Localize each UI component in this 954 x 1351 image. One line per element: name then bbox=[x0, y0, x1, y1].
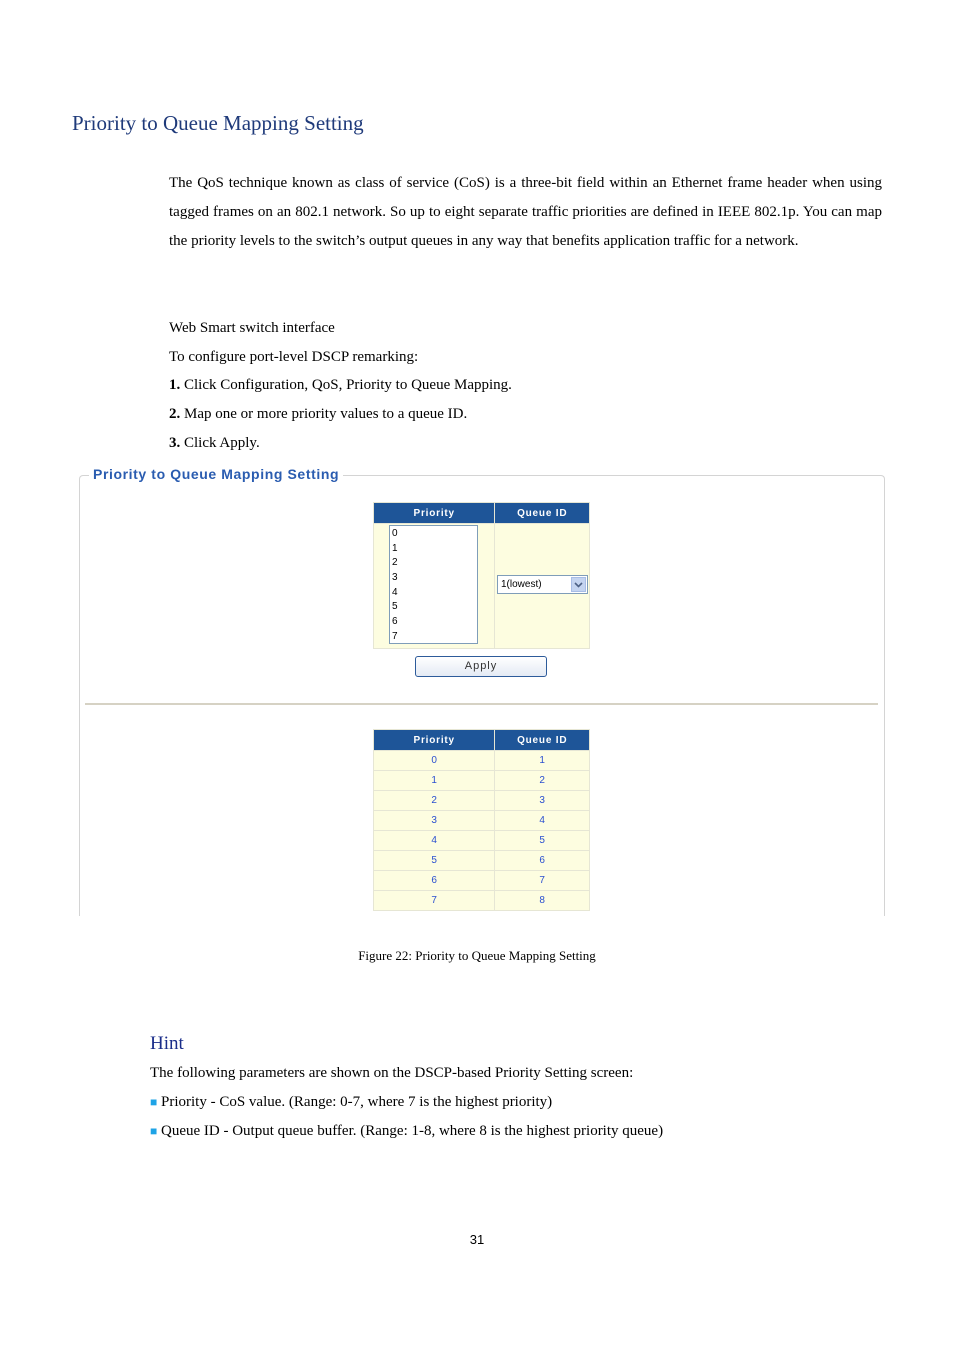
queue-value: 5 bbox=[495, 831, 590, 851]
hint-item-text: Queue ID - Output queue buffer. (Range: 1-8, where 8 is the highest priority queue) bbox=[161, 1123, 664, 1139]
section-title: Priority to Queue Mapping Setting bbox=[72, 111, 364, 135]
col-queue-header: Queue ID bbox=[495, 503, 590, 524]
table-row bbox=[374, 771, 590, 791]
priority-value: 1 bbox=[374, 771, 495, 791]
table-row bbox=[374, 831, 590, 851]
priority-listbox[interactable] bbox=[389, 525, 478, 644]
table-row bbox=[374, 791, 590, 811]
queue-value: 4 bbox=[495, 811, 590, 831]
chevron-down-icon[interactable] bbox=[571, 577, 586, 592]
intro-paragraph: The QoS technique known as class of service (CoS) is a three-bit field within an Ethernet frame header when using tagged frames on an 802.1 network. So up to eight separate traffic priorities are defined in IEEE 802.1p. You can map the priority levels to the switch’s output queues in any way that benefits application traffic for a network. bbox=[169, 175, 882, 249]
step-2 bbox=[169, 404, 467, 424]
priority-value: 0 bbox=[374, 751, 495, 771]
table-row bbox=[374, 851, 590, 871]
bullet-icon: ■ bbox=[150, 1095, 158, 1109]
step-text: Map one or more priority values to a queue ID. bbox=[184, 406, 468, 422]
priority-value: 2 bbox=[374, 791, 495, 811]
col-priority-header: Priority bbox=[374, 730, 495, 751]
configure-label: To configure port-level DSCP remarking: bbox=[169, 349, 419, 365]
step-number: 1. bbox=[169, 377, 181, 393]
hint-title: Hint bbox=[150, 1033, 184, 1054]
figure-caption: Figure 22: Priority to Queue Mapping Setting bbox=[358, 948, 596, 963]
queue-value: 6 bbox=[495, 851, 590, 871]
hint-item bbox=[150, 1092, 552, 1112]
mapping-status-table bbox=[373, 729, 590, 911]
table-row bbox=[374, 811, 590, 831]
priority-value: 7 bbox=[374, 891, 495, 911]
bullet-icon: ■ bbox=[150, 1124, 158, 1138]
queue-value: 2 bbox=[495, 771, 590, 791]
page-number: 31 bbox=[469, 1232, 485, 1247]
table-row bbox=[374, 871, 590, 891]
apply-button[interactable]: Apply bbox=[415, 656, 547, 677]
divider bbox=[85, 703, 878, 705]
priority-value: 5 bbox=[374, 851, 495, 871]
priority-option[interactable]: 5 bbox=[392, 601, 398, 613]
priority-option[interactable]: 7 bbox=[392, 630, 398, 642]
step-1 bbox=[169, 375, 512, 395]
priority-option[interactable]: 1 bbox=[392, 542, 398, 554]
queue-id-selected: 1(lowest) bbox=[501, 579, 542, 590]
step-number: 3. bbox=[169, 435, 181, 451]
hint-intro: The following parameters are shown on the DSCP-based Priority Setting screen: bbox=[150, 1065, 634, 1081]
priority-option[interactable]: 3 bbox=[392, 572, 398, 584]
queue-id-select[interactable] bbox=[497, 575, 588, 594]
priority-option[interactable]: 2 bbox=[392, 557, 398, 569]
panel-title: Priority to Queue Mapping Setting bbox=[89, 466, 343, 482]
step-3 bbox=[169, 433, 260, 453]
hint-item-text: Priority - CoS value. (Range: 0-7, where 7 is the highest priority) bbox=[161, 1094, 553, 1110]
interface-label: Web Smart switch interface bbox=[169, 320, 335, 336]
step-text: Click Configuration, QoS, Priority to Queue Mapping. bbox=[184, 377, 512, 393]
queue-value: 7 bbox=[495, 871, 590, 891]
col-queue-header: Queue ID bbox=[495, 730, 590, 751]
queue-value: 1 bbox=[495, 751, 590, 771]
table-row bbox=[374, 751, 590, 771]
step-number: 2. bbox=[169, 406, 181, 422]
queue-value: 3 bbox=[495, 791, 590, 811]
priority-value: 3 bbox=[374, 811, 495, 831]
priority-value: 6 bbox=[374, 871, 495, 891]
col-priority-header: Priority bbox=[374, 503, 495, 524]
step-text: Click Apply. bbox=[184, 435, 260, 451]
priority-value: 4 bbox=[374, 831, 495, 851]
hint-item bbox=[150, 1121, 663, 1141]
queue-value: 8 bbox=[495, 891, 590, 911]
priority-option[interactable]: 0 bbox=[392, 528, 398, 539]
priority-option[interactable]: 6 bbox=[392, 616, 398, 628]
priority-option[interactable]: 4 bbox=[392, 586, 398, 598]
table-row bbox=[374, 891, 590, 911]
